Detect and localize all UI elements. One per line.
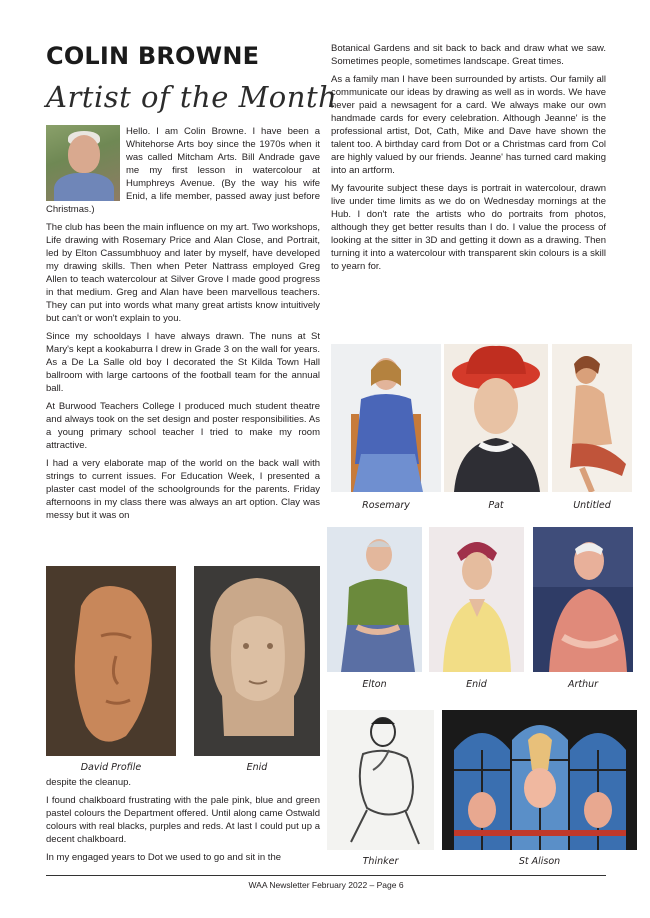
paragraph: despite the cleanup. <box>46 777 132 788</box>
caption-pat: Pat <box>488 500 504 511</box>
painting-thinker <box>327 710 434 850</box>
paragraph: At Burwood Teachers College I produced much student theatre and always took on the set design and poster responsibilities. As a young primary school teacher I tried to make my room attractive. <box>46 401 320 451</box>
caption-enid-sculpture: Enid <box>246 762 268 773</box>
paragraph: My favourite subject these days is portrait in watercolour, drawn live under time limits as we do on Wednesday mornings at the Hub. I don't rate the artists who do portraits from photos, although they get better results than I do. I value the process of looking at the sitter in 3D and getting it down as a drawing. Then turning it into a watercolour with transparent skin colours is a skill to yearn for. <box>331 183 606 272</box>
painting-pat <box>444 344 548 492</box>
paragraph: The club has been the main influence on my art. Two workshops, Life drawing with Rosemary Price and Alan Close, and Portrait, led by Elton Cassumbhuoy and later by myself, have developed my drawing skills. Then when Peter Nattrass employed Greg Allen to teach watercolour at Silver Grove I made good progress in that medium. Greg and Alan have been marvellous teachers. They can put into words what many great artists know intuitively but can't or won't explain to you. <box>46 222 320 324</box>
page-title: COLIN BROWNE <box>46 42 260 70</box>
page-footer: WAA Newsletter February 2022 – Page 6 <box>248 880 404 890</box>
paragraph: I found chalkboard frustrating with the pale pink, blue and green pastel colours the Department offered. Until along came Ostwald colours with real blacks, purples and reds. At last I could put up a decent chalkboard. <box>46 795 320 845</box>
caption-enid: Enid <box>466 679 487 690</box>
caption-thinker: Thinker <box>362 856 399 867</box>
caption-st-alison: St Alison <box>518 856 561 867</box>
caption-david-profile: David Profile <box>80 762 142 773</box>
caption-rosemary: Rosemary <box>362 500 410 511</box>
caption-untitled: Untitled <box>573 500 611 511</box>
article-column-left <box>46 125 320 527</box>
caption-arthur: Arthur <box>567 679 599 690</box>
article-column-right <box>331 42 606 278</box>
painting-elton <box>327 527 422 672</box>
paragraph: I had a very elaborate map of the world on the back wall with strings to current issues. For Education Week, I presented a plaster cast model of the schoolgrounds for the parents. Friday afternoons in my class there was always an art option. Clay was messy but it was on <box>46 458 320 521</box>
sculpture-photo-david-profile <box>46 566 176 756</box>
paragraph: As a family man I have been surrounded by artists. Our family all communicate our ideas by drawing as well as in words. We have never paid a newsagent for a card. We always make our own handmade cards for every celebration. Although Jeanne' is the professional artist, Dot, Cath, Mike and Dave have shown the talent too. A birthday card from Dot or a Christmas card from Col are highly valued by our friends. Jeanne' has turned card making into an artform. <box>331 74 606 176</box>
caption-elton: Elton <box>362 679 387 690</box>
footer-divider <box>46 875 606 876</box>
painting-st-alison <box>442 710 637 850</box>
painting-arthur <box>533 527 633 672</box>
author-portrait-photo <box>46 125 120 201</box>
artist-of-the-month-heading: Artist of the Month <box>46 80 338 114</box>
sculpture-photo-enid <box>194 566 320 756</box>
paragraph: Since my schooldays I have always drawn. The nuns at St Mary's kept a kookaburra I drew in Grade 3 on the wall for years. As a De La Salle old boy I decorated the St Kilda Town Hall ballroom with large cartoons of the football team for the annual ball. <box>46 331 320 394</box>
intro-paragraph: Hello. I am Colin Browne. I have been a Whitehorse Arts boy since the 1970s when it was called Mitcham Arts. Bill Andrade gave me my first lesson in watercolour at Humphreys Avenue. (By the way his wife Enid, a life member, passed away just before Christmas.) <box>46 126 320 215</box>
article-column-left-bottom <box>46 776 320 869</box>
painting-untitled <box>552 344 632 492</box>
painting-rosemary <box>331 344 441 492</box>
painting-enid <box>429 527 524 672</box>
paragraph: In my engaged years to Dot we used to go and sit in the <box>46 852 282 863</box>
paragraph: Botanical Gardens and sit back to back and draw what we saw. Sometimes people, sometimes landscape. Great times. <box>331 43 606 67</box>
